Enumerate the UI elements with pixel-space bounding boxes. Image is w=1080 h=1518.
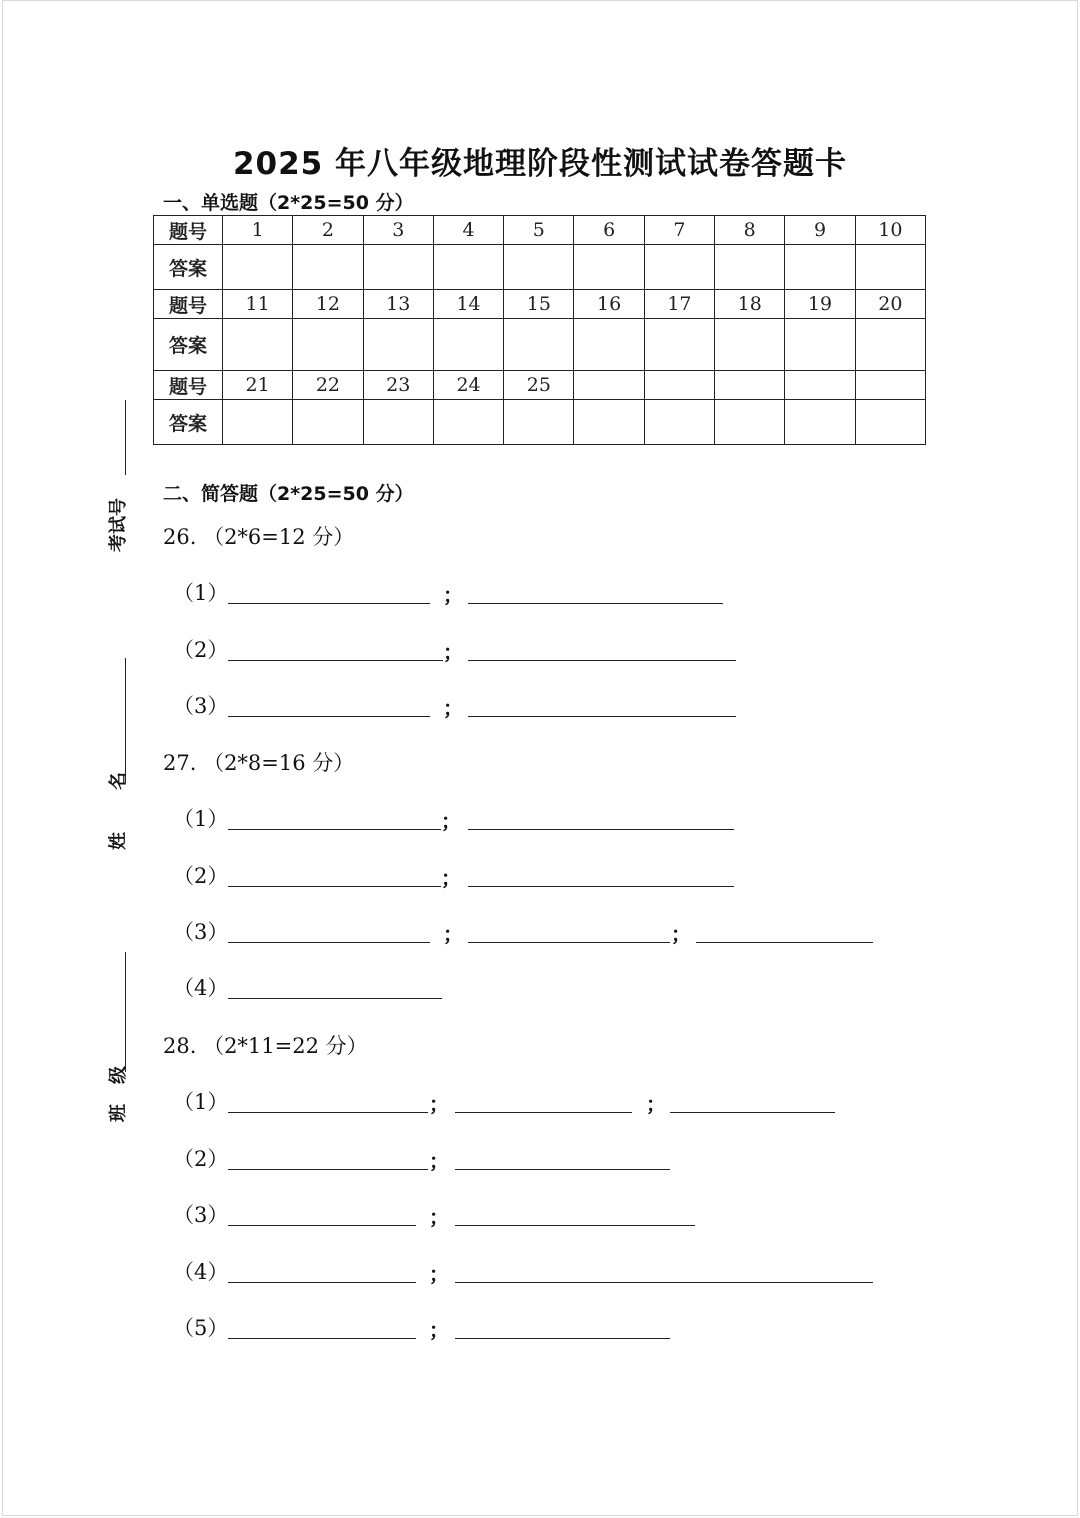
side-label-class-b: 班: [108, 1104, 129, 1122]
table-row: [154, 319, 926, 371]
separator: ；: [443, 922, 463, 946]
answer-cell[interactable]: [785, 319, 855, 371]
answer-blank[interactable]: [228, 1338, 416, 1339]
table-row: [154, 216, 926, 245]
answer-cell[interactable]: [855, 400, 925, 445]
question-number: 15: [504, 290, 574, 319]
item-label: （3）: [173, 694, 229, 718]
question-number: 4: [433, 216, 503, 245]
separator: ；: [429, 1262, 449, 1286]
separator: ；: [671, 922, 691, 946]
item-label: （4）: [173, 976, 229, 1000]
row-label: 题号: [154, 371, 223, 400]
exam-no-line: [125, 400, 126, 475]
answer-cell[interactable]: [855, 319, 925, 371]
answer-cell[interactable]: [223, 319, 293, 371]
answer-blank[interactable]: [455, 1169, 670, 1170]
answer-cell[interactable]: [785, 400, 855, 445]
answer-cell[interactable]: [223, 400, 293, 445]
item-label: （5）: [173, 1316, 229, 1340]
side-label-name-b: 姓: [108, 832, 129, 850]
item-label: （2）: [173, 864, 229, 888]
question-number: 25: [504, 371, 574, 400]
question-number: 2: [293, 216, 363, 245]
answer-cell[interactable]: [433, 245, 503, 290]
item-label: （3）: [173, 1203, 229, 1227]
answer-blank[interactable]: [228, 1169, 428, 1170]
answer-blank[interactable]: [455, 1112, 632, 1113]
question-number: 16: [574, 290, 644, 319]
question-number: 14: [433, 290, 503, 319]
side-label-class-a: 级: [108, 1066, 129, 1084]
answer-blank[interactable]: [468, 942, 670, 943]
question-number: 19: [785, 290, 855, 319]
answer-blank[interactable]: [468, 716, 736, 717]
separator: ；: [443, 640, 463, 664]
answer-cell[interactable]: [504, 400, 574, 445]
separator: ；: [441, 866, 461, 890]
answer-cell[interactable]: [363, 319, 433, 371]
answer-blank[interactable]: [696, 942, 873, 943]
separator: ；: [429, 1092, 449, 1116]
answer-cell[interactable]: [715, 400, 785, 445]
separator: ；: [429, 1205, 449, 1229]
answer-blank[interactable]: [468, 660, 736, 661]
question-number: 22: [293, 371, 363, 400]
answer-blank[interactable]: [228, 942, 430, 943]
question-number: 18: [715, 290, 785, 319]
question-number: 3: [363, 216, 433, 245]
separator: ；: [441, 809, 461, 833]
answer-cell[interactable]: [644, 319, 714, 371]
item-label: （1）: [173, 807, 229, 831]
question-number: 1: [223, 216, 293, 245]
question-number: 11: [223, 290, 293, 319]
answer-cell[interactable]: [715, 245, 785, 290]
answer-cell[interactable]: [855, 245, 925, 290]
answer-blank[interactable]: [468, 603, 723, 604]
question-number: 6: [574, 216, 644, 245]
item-label: （2）: [173, 638, 229, 662]
answer-blank[interactable]: [228, 1112, 428, 1113]
question-number: 23: [363, 371, 433, 400]
answer-blank[interactable]: [228, 829, 441, 830]
separator: ；: [443, 696, 463, 720]
row-label: 答案: [154, 400, 223, 445]
question-number: [855, 371, 925, 400]
answer-cell[interactable]: [574, 400, 644, 445]
item-label: （3）: [173, 920, 229, 944]
answer-cell[interactable]: [293, 400, 363, 445]
answer-blank[interactable]: [228, 660, 443, 661]
question-number: 9: [785, 216, 855, 245]
answer-cell[interactable]: [574, 319, 644, 371]
answer-blank[interactable]: [455, 1338, 670, 1339]
question-number: 12: [293, 290, 363, 319]
answer-blank[interactable]: [228, 1225, 416, 1226]
answer-blank[interactable]: [228, 886, 441, 887]
answer-blank[interactable]: [228, 716, 430, 717]
separator: ；: [429, 1149, 449, 1173]
question-number: 24: [433, 371, 503, 400]
question-28-heading: 28. （2*11=22 分）: [163, 1034, 368, 1058]
name-line: [125, 658, 126, 783]
table-row: [154, 290, 926, 319]
answer-cell[interactable]: [293, 319, 363, 371]
question-number: 7: [644, 216, 714, 245]
row-label: 题号: [154, 216, 223, 245]
answer-blank[interactable]: [228, 998, 442, 999]
question-26-heading: 26. （2*6=12 分）: [163, 525, 355, 549]
item-label: （4）: [173, 1260, 229, 1284]
answer-cell[interactable]: [433, 319, 503, 371]
separator: ；: [429, 1318, 449, 1342]
answer-blank[interactable]: [670, 1112, 835, 1113]
question-number: 8: [715, 216, 785, 245]
question-number: 10: [855, 216, 925, 245]
answer-blank[interactable]: [468, 829, 734, 830]
class-line: [125, 952, 126, 1072]
answer-blank[interactable]: [455, 1225, 695, 1226]
table-row: [154, 245, 926, 290]
item-label: （1）: [173, 1090, 229, 1114]
question-number: 17: [644, 290, 714, 319]
table-row: [154, 400, 926, 445]
question-number: [785, 371, 855, 400]
answer-blank[interactable]: [228, 1282, 416, 1283]
separator: ；: [443, 583, 463, 607]
answer-cell[interactable]: [433, 400, 503, 445]
answer-cell[interactable]: [574, 245, 644, 290]
answer-cell[interactable]: [223, 245, 293, 290]
answer-cell[interactable]: [363, 400, 433, 445]
answer-cell[interactable]: [644, 245, 714, 290]
question-number: 21: [223, 371, 293, 400]
section2-heading: 二、简答题（2*25=50 分）: [163, 483, 414, 505]
answer-cell[interactable]: [715, 319, 785, 371]
question-number: [715, 371, 785, 400]
item-label: （1）: [173, 581, 229, 605]
table-row: [154, 371, 926, 400]
page-title: 2025 年八年级地理阶段性测试试卷答题卡: [232, 146, 848, 182]
question-number: [644, 371, 714, 400]
answer-blank[interactable]: [228, 603, 430, 604]
answer-blank[interactable]: [468, 886, 734, 887]
separator: ；: [646, 1092, 666, 1116]
row-label: 答案: [154, 319, 223, 371]
row-label: 题号: [154, 290, 223, 319]
side-label-name-a: 名: [108, 772, 129, 790]
answer-blank[interactable]: [455, 1282, 873, 1283]
answer-cell[interactable]: [363, 245, 433, 290]
question-number: 5: [504, 216, 574, 245]
answer-cell[interactable]: [504, 245, 574, 290]
section1-heading: 一、单选题（2*25=50 分）: [163, 192, 414, 214]
answer-cell[interactable]: [504, 319, 574, 371]
row-label: 答案: [154, 245, 223, 290]
question-number: 13: [363, 290, 433, 319]
answer-cell[interactable]: [644, 400, 714, 445]
question-number: [574, 371, 644, 400]
answer-cell[interactable]: [785, 245, 855, 290]
question-number: 20: [855, 290, 925, 319]
question-27-heading: 27. （2*8=16 分）: [163, 751, 355, 775]
answer-cell[interactable]: [293, 245, 363, 290]
answer-grid: [153, 215, 926, 445]
side-label-exam-no: 考试号: [108, 498, 129, 552]
item-label: （2）: [173, 1147, 229, 1171]
